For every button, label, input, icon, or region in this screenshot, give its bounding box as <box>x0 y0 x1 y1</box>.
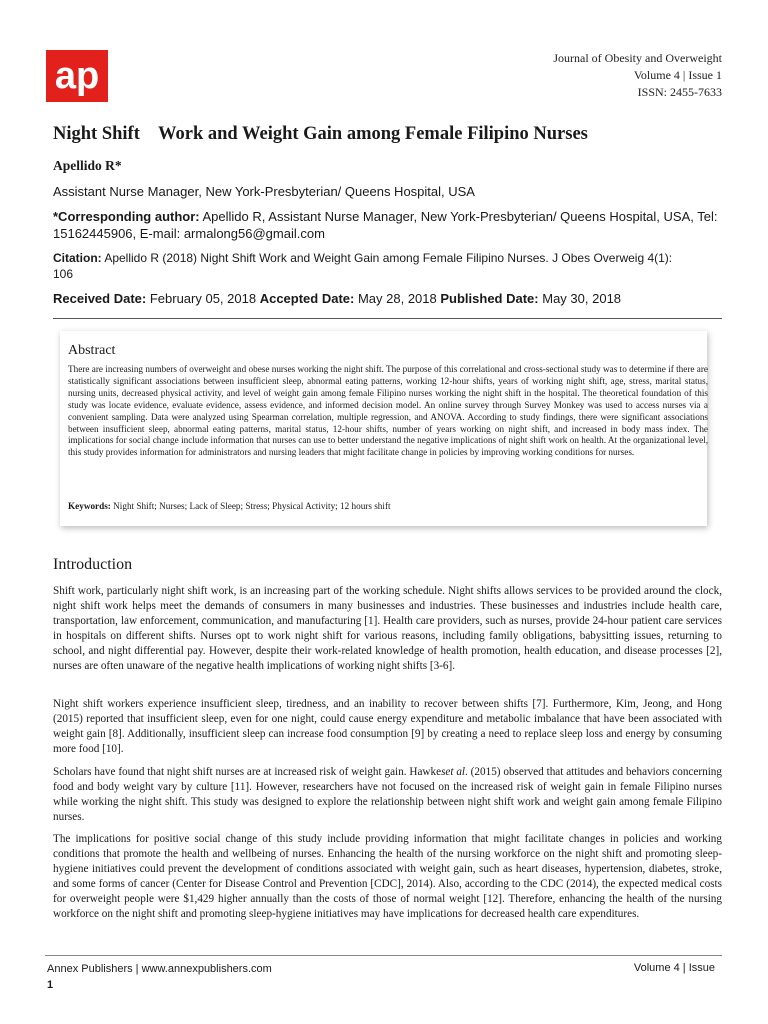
keywords-text: Night Shift; Nurses; Lack of Sleep; Stress; Physical Activity; 12 hours shift <box>113 501 391 511</box>
introduction-heading: Introduction <box>53 556 133 573</box>
intro-paragraph-4: The implications for positive social change of this study include providing information that might facilitate changes in policies and working conditions that promote the health and wellbeing of nurses. Enhancing the health of the nursing workforce on the night shift and promoting sleep-hygiene initiatives could prevent the development of conditions associated with weight gain, such as heart diseases, hypertension, diabetes, stroke, and some forms of cancer (Center for Disease Control and Prevention [CDC], 2014). Also, according to the CDC (2014), the expected medical costs for overweight people were $1,429 higher annually than the costs of those of normal weight [12]. Therefore, enhancing the health of the nursing workforce on the night shift and promoting sleep-hygiene initiatives may have implications for decreased health care expenditures. <box>53 833 722 920</box>
article-title: Night Shift Work and Weight Gain among Female Filipino Nurses <box>53 124 588 144</box>
accepted-label: Accepted Date: <box>259 291 355 306</box>
volume-issue: Volume 4 | Issue 1 <box>633 68 722 82</box>
footer-volume: Volume 4 | Issue <box>633 962 715 974</box>
intro-paragraph-3 <box>53 765 722 825</box>
issn: ISSN: 2455-7633 <box>637 85 722 99</box>
intro-paragraph-2: Night shift workers experience insufficient sleep, tiredness, and an inability to recover between shifts [7]. Furthermore, Kim, Jeong, and Hong (2015) reported that insufficient sleep, even for one night, could cause energy expenditure and metabolic imbalance that have been associated with weight gain [8]. Additionally, insufficient sleep can increase food consumption [9] by creating a need to replace sleep loss and energy by consuming more food [10]. <box>53 698 722 755</box>
corresponding-label: *Corresponding author: <box>53 209 200 224</box>
corresponding-text: Apellido R, Assistant Nurse Manager, New York-Presbyterian/ Queens Hospital, USA, Tel: 15162445906, E-mail: armalong56@gmail.com <box>53 209 718 241</box>
citation-text: Apellido R (2018) Night Shift Work and Weight Gain among Female Filipino Nurses. J Obes Overweig 4(1): 106 <box>53 251 673 281</box>
article-dates <box>53 290 621 307</box>
accepted-date: May 28, 2018 <box>357 291 437 306</box>
citation-label: Citation: <box>53 251 102 265</box>
abstract-box <box>60 331 707 526</box>
published-label: Published Date: <box>440 291 539 306</box>
corresponding-author <box>53 208 718 242</box>
keywords-label: Keywords: <box>68 501 111 511</box>
intro-paragraph-1: Shift work, particularly night shift work, is an increasing part of the working schedule. Night shifts allows services to be provided around the clock, night shift work helps meet the demands of consumers in many businesses and industries. These businesses and industries include health care, transportation, law enforcement, communication, and manufacturing [1]. Health care providers, such as nurses, provide 24-hour patient care services in hospitals on different shifts. Nurses opt to work night shift for various reasons, including family obligations, babysitting issues, returning to school, and night differential pay. However, despite their work-related knowledge of health promotion, health education, and disease processes [2], nurses are often unaware of the negative health implications of working night shifts [3-6]. <box>53 585 722 672</box>
journal-info <box>553 50 722 101</box>
logo-text: ap <box>54 55 100 97</box>
received-date: February 05, 2018 <box>149 291 257 306</box>
author-name: Apellido R* <box>53 158 122 173</box>
published-date: May 30, 2018 <box>542 291 622 306</box>
received-label: Received Date: <box>53 291 147 306</box>
intro-paragraph-3-part-a: Scholars have found that night shift nurses are at increased risk of weight gain. Hawke <box>53 766 442 778</box>
footer-divider <box>45 955 722 956</box>
intro-paragraph-3-part-b: . (2015) observed that attitudes and behaviors concerning food and body weight vary by culture [11]. However, researchers have not focused on the increased risk of weight gain in female Filipino nurses while working the night shift. This study was designed to explore the relationship between night shift work and weight gain among female Filipino nurses. <box>53 766 722 823</box>
abstract-text: There are increasing numbers of overweight and obese nurses working the night shift. The purpose of this correlational and cross-sectional study was to determine if there are statistically significant associations between insufficient sleep, abnormal eating patterns, working 12-hour shifts, years of working night shift, age, stress, marital status, nursing units, decreased physical activity, and level of weight gain among female Filipino nurses working the night shift in the hospital. The theoretical foundation of this study was locate evidence, evaluate evidence, assess evidence, and informed decision model. An online survey through Survey Monkey was used to access nurses via a convenient sampling. Data were analyzed using Spearman correlation, multiple regression, and ANOVA. According to study findings, there were significant associations between insufficient sleep, abnormal eating patterns, marital status, 12-hour shifts, number of years working on night shift, and increased in body mass index. The implications for social change include information that nurses can use to better understand the negative implications of night shift work on health. At the organizational level, this study provides information for administrators and nursing leaders that might facilitate change in policies by improving working conditions for nurses. <box>68 364 708 458</box>
abstract-heading: Abstract <box>68 343 116 358</box>
keywords <box>68 500 698 512</box>
header-divider <box>53 318 722 319</box>
author-affiliation: Assistant Nurse Manager, New York-Presbyterian/ Queens Hospital, USA <box>53 184 475 199</box>
publisher-logo-mark <box>46 50 108 102</box>
citation <box>53 250 693 282</box>
journal-name: Journal of Obesity and Overweight <box>553 51 722 65</box>
intro-paragraph-3-etal: set al <box>441 766 466 778</box>
publisher-logo <box>46 50 108 102</box>
footer-publisher: Annex Publishers | www.annexpublishers.com <box>47 963 272 975</box>
footer-page-number: 1 <box>47 979 54 991</box>
